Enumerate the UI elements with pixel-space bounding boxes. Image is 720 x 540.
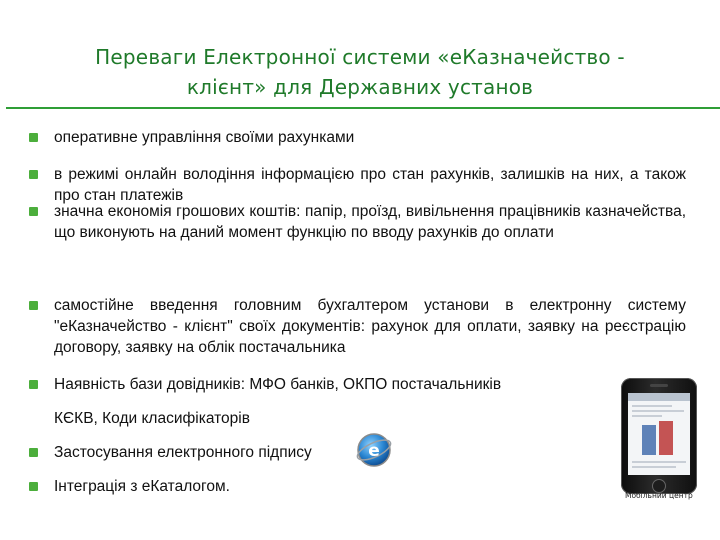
title-divider xyxy=(6,107,720,109)
screen-chart-bar xyxy=(642,425,656,455)
e-signature-icon xyxy=(355,431,393,469)
svg-text:e: e xyxy=(368,441,380,461)
screen-line xyxy=(632,466,676,468)
screen-line xyxy=(632,410,684,412)
screen-line xyxy=(632,461,686,463)
slide-title-line-1: Переваги Електронної системи «еКазначейство - xyxy=(95,45,625,69)
slide-title-line-2: клієнт» для Державних установ xyxy=(186,75,534,99)
phone-speaker xyxy=(650,384,668,387)
bullet-text-savings: значна економія грошових коштів: папір, проїзд, вивільнення працівників казначейства, що виконують на даний момент функцію по вводу рахунків до оплати xyxy=(54,203,686,241)
smartphone-icon xyxy=(621,378,697,494)
bullet-text-directories: Наявність бази довідників: МФО банків, ОКПО постачальників xyxy=(54,376,502,393)
screen-chart-bar xyxy=(659,421,673,455)
mobile-center-caption: Мобільний центр xyxy=(625,491,693,500)
bullet-text-accounts: оперативне управління своїми рахунками xyxy=(54,129,355,146)
screen-line xyxy=(632,415,662,417)
slide-title xyxy=(40,42,680,102)
bullet-marker xyxy=(29,207,38,216)
bullet-marker xyxy=(29,448,38,457)
bullet-text-online: в режимі онлайн володіння інформацією про стан рахунків, залишків на них, а також про стан платежів xyxy=(54,166,686,204)
bullet-marker xyxy=(29,170,38,179)
bullet-marker xyxy=(29,301,38,310)
bullet-text-self-entry: самостійне введення головним бухгалтером установи в електронну систему "еКазначейство - клієнт" своїх документів: рахунок для оплати, заявку на реєстрацію договору, заявку на облік постачальника xyxy=(54,297,686,356)
screen-header xyxy=(628,393,690,401)
bullet-marker xyxy=(29,133,38,142)
bullet-marker xyxy=(29,482,38,491)
bullet-marker xyxy=(29,380,38,389)
screen-line xyxy=(632,405,672,407)
phone-screen xyxy=(628,393,690,475)
bullet-text-catalog: Інтеграція з еКаталогом. xyxy=(54,478,230,495)
bullet-text-signature: Застосування електронного підпису xyxy=(54,444,312,461)
directories-continuation: КЄКВ, Коди класифікаторів xyxy=(54,410,250,427)
